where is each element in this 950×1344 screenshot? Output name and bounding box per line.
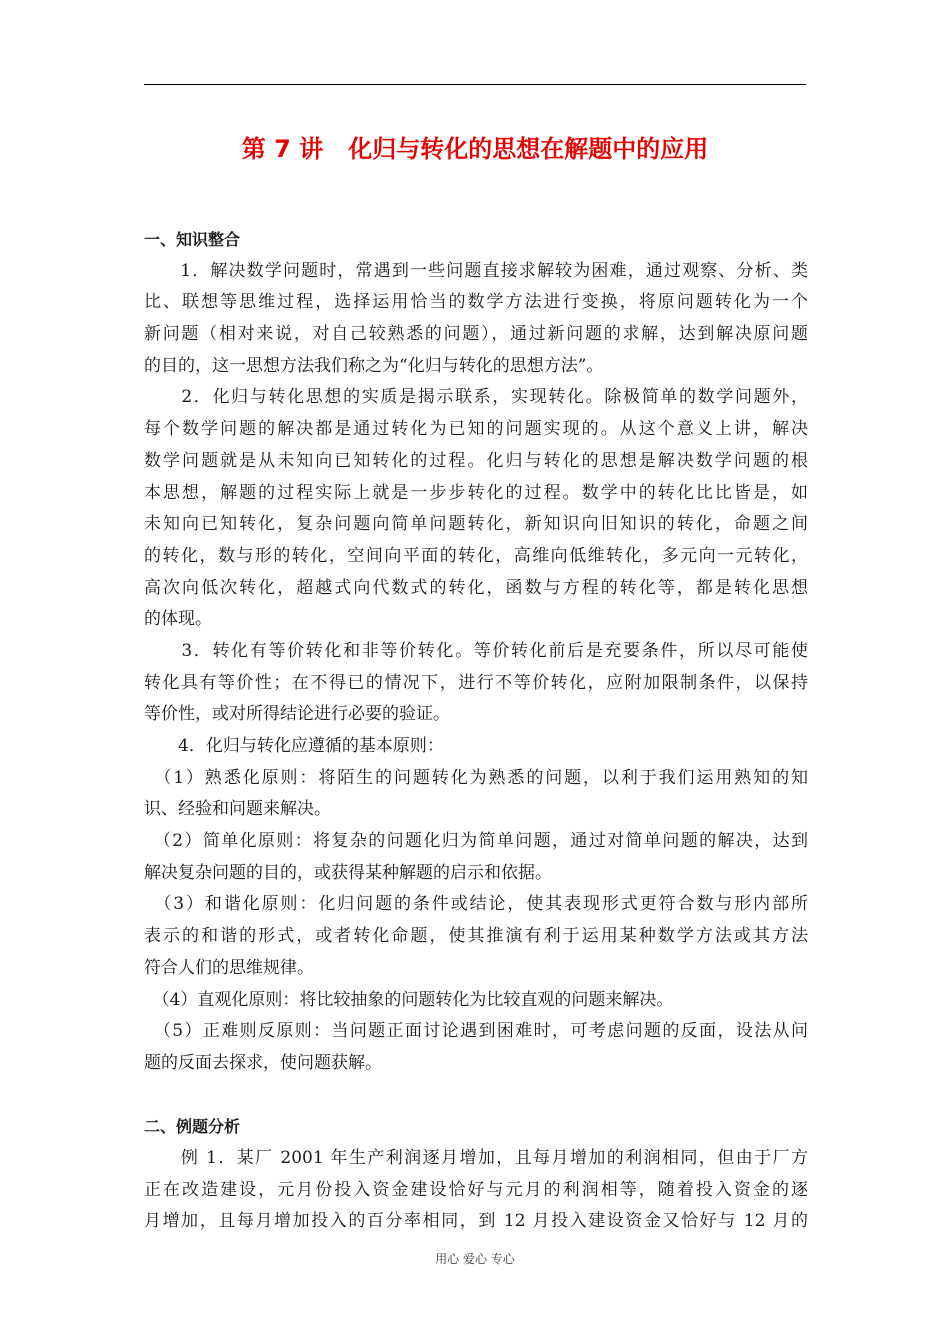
paragraph-line: 等价性，或对所得结论进行必要的验证。 <box>144 704 450 725</box>
principle-line: 符合人们的思维规律。 <box>144 957 314 978</box>
section-heading-knowledge: 一、知识整合 <box>144 230 241 249</box>
principle-line: （1）熟悉化原则：将陌生的问题转化为熟悉的问题，以利于我们运用熟知的知 <box>144 767 808 788</box>
paragraph-line: 的目的，这一思想方法我们称之为“化归与转化的思想方法”。 <box>144 355 604 376</box>
example-line: 月增加，且每月增加投入的百分率相同，到 12 月投入建设资金又恰好与 12 月的 <box>144 1211 808 1232</box>
paragraph-line: 高次向低次转化，超越式向代数式的转化，函数与方程的转化等，都是转化思想 <box>144 577 808 598</box>
principle-line: 表示的和谐的形式，或者转化命题，使其推演有利于运用某种数学方法或其方法 <box>144 926 808 947</box>
paragraph-line: 3．转化有等价转化和非等价转化。等价转化前后是充要条件，所以尽可能使 <box>144 640 808 661</box>
page-footer: 用心 爱心 专心 <box>435 1252 515 1266</box>
paragraph-line: 本思想，解题的过程实际上就是一步步转化的过程。数学中的转化比比皆是，如 <box>144 482 808 503</box>
paragraph-line: 比、联想等思维过程，选择运用恰当的数学方法进行变换，将原问题转化为一个 <box>144 292 808 313</box>
document-body <box>144 224 808 1238</box>
paragraph-line: 每个数学问题的解决都是通过转化为已知的问题实现的。从这个意义上讲，解决 <box>144 419 808 440</box>
paragraph-line: 1．解决数学问题时，常遇到一些问题直接求解较为困难，通过观察、分析、类 <box>144 260 808 281</box>
paragraph-line: 未知向已知转化，复杂问题向简单问题转化，新知识向旧知识的转化，命题之间 <box>144 514 808 535</box>
principle-line: 识、经验和问题来解决。 <box>144 799 331 820</box>
example-line: 正在改造建设，元月份投入资金建设恰好与元月的利润相等，随着投入资金的逐 <box>144 1179 808 1200</box>
principle-line: （2）简单化原则：将复杂的问题化归为简单问题，通过对简单问题的解决，达到 <box>144 831 808 852</box>
principle-line: （4）直观化原则：将比较抽象的问题转化为比较直观的问题来解决。 <box>144 989 674 1010</box>
paragraph-line: 转化具有等价性；在不得已的情况下，进行不等价转化，应附加限制条件，以保持 <box>144 672 808 693</box>
principle-line: 解决复杂问题的目的，或获得某种解题的启示和依据。 <box>144 862 552 883</box>
paragraph-line: 的体现。 <box>144 609 212 630</box>
header-rule <box>144 84 806 85</box>
principle-line: （5）正难则反原则：当问题正面讨论遇到困难时，可考虑问题的反面，设法从问 <box>144 1021 808 1042</box>
paragraph-line: 4．化归与转化应遵循的基本原则： <box>144 736 444 756</box>
section-gap <box>144 1080 808 1112</box>
principle-line: 题的反面去探求，使问题获解。 <box>144 1052 382 1073</box>
paragraph-line: 的转化，数与形的转化，空间向平面的转化，高维向低维转化，多元向一元转化， <box>144 545 808 566</box>
paragraph-line: 数学问题就是从未知向已知转化的过程。化归与转化的思想是解决数学问题的根 <box>144 450 808 471</box>
page-title: 第 7 讲 化归与转化的思想在解题中的应用 <box>241 135 709 163</box>
section-heading-examples: 二、例题分析 <box>144 1117 241 1137</box>
example-line: 例 1．某厂 2001 年生产利润逐月增加，且每月增加的利润相同，但由于厂方 <box>144 1147 808 1168</box>
paragraph-line: 2．化归与转化思想的实质是揭示联系，实现转化。除极简单的数学问题外， <box>144 387 808 408</box>
principle-line: （3）和谐化原则：化归问题的条件或结论，使其表现形式更符合数与形内部所 <box>144 894 808 915</box>
paragraph-line: 新问题（相对来说，对自己较熟悉的问题），通过新问题的求解，达到解决原问题 <box>144 324 808 345</box>
